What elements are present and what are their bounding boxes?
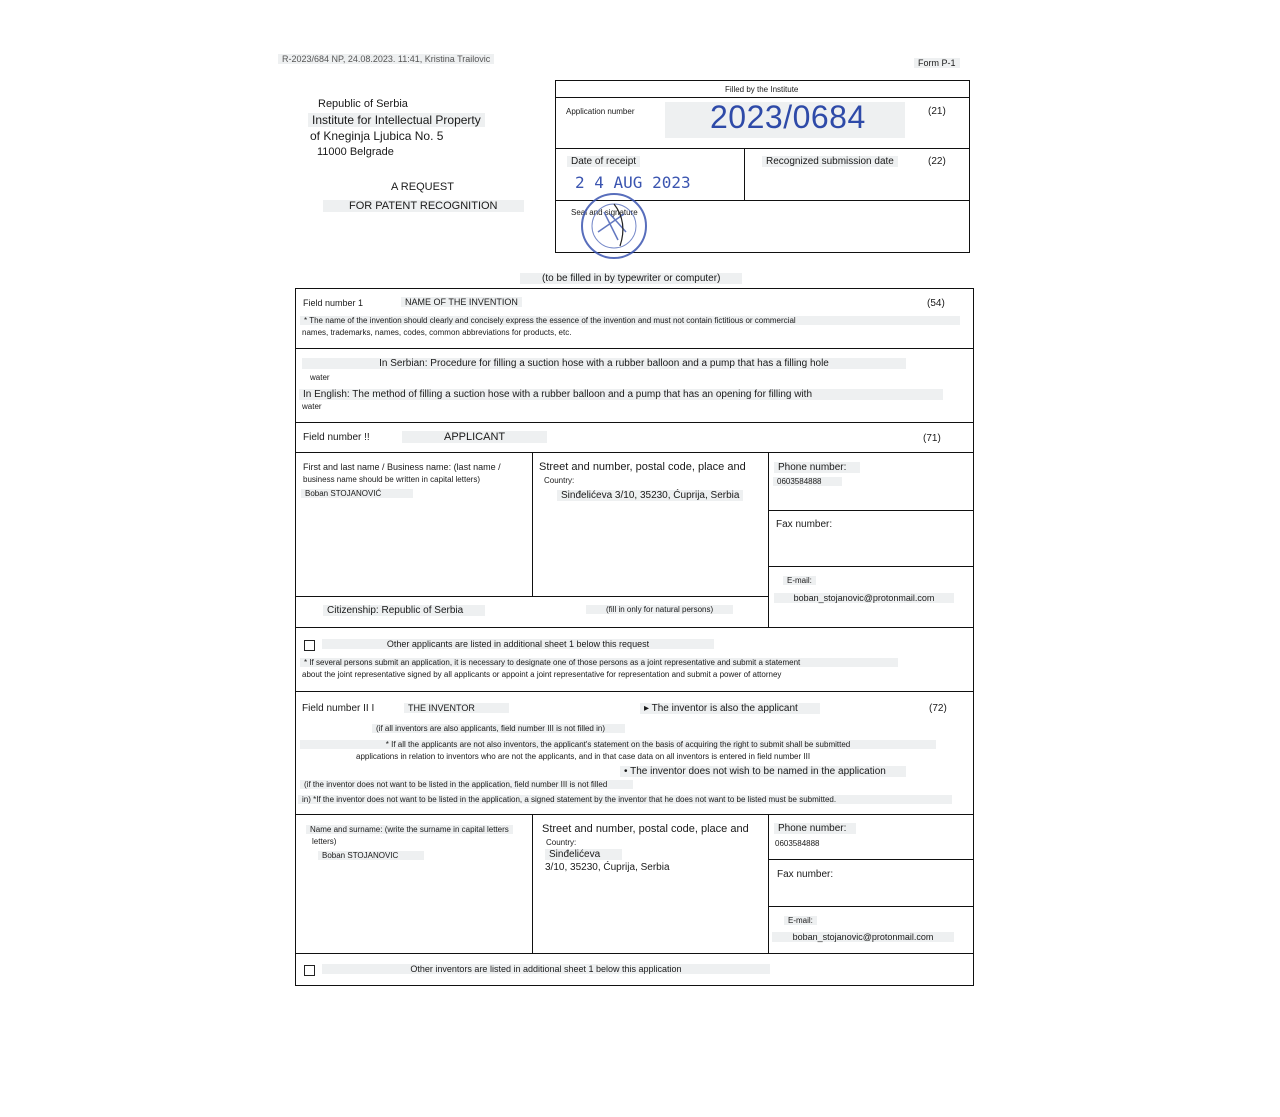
field3-note-4: in) *If the inventor does not want to be listed in the application, a signed statement by the inventor that he does not want to be listed must be submitted. [298,795,952,804]
seal-label: Seal and signature [571,208,638,217]
applicant-email-label: E-mail: [783,576,816,585]
inventor-also-applicant-text: The inventor is also the applicant [651,703,798,714]
inventor-email-label: E-mail: [784,916,817,925]
other-inventors-label: Other inventors are listed in additional sheet 1 below this application [322,964,770,974]
filled-by-title: Filled by the Institute [725,85,799,94]
request-title-1: A REQUEST [391,181,454,193]
institute-line-3: of Kneginja Ljubica No. 5 [310,129,444,143]
other-inventors-checkbox[interactable] [304,965,315,976]
inventor-not-named: • The inventor does not wish to be named in the application [620,766,906,777]
field3-note-3: (if the inventor does not want to be listed in the application, field number III is not filled [300,780,633,789]
applicant-name-label-2: business name should be written in capital letters) [303,475,480,484]
applicant-phone-label: Phone number: [774,462,860,473]
applicant-street-value: Sinđelićeva 3/10, 35230, Ćuprija, Serbia [557,490,743,501]
inventor-name-label-1: Name and surname: (write the surname in capital letters [306,825,513,834]
application-number-label: Application number [566,107,635,116]
institute-line-2: Institute for Intellectual Property [308,113,485,127]
field2-note-1: * If several persons submit an application, it is necessary to designate one of those persons as a joint representative and submit a statement [300,658,898,667]
inventor-email-value: boban_stojanovic@protonmail.com [772,932,954,942]
institute-line-1: Republic of Serbia [318,98,408,110]
field1-serbian-cont: water [310,373,330,382]
date-receipt-label: Date of receipt [567,156,640,167]
inventor-fax-label: Fax number: [777,869,834,880]
field1-english-cont: water [302,402,322,411]
field3-title: THE INVENTOR [404,703,509,713]
inventor-also-applicant: ▸ The inventor is also the applicant [640,703,820,714]
applicant-phone-value: 0603584888 [773,477,842,486]
inventor-phone-value: 0603584888 [775,839,820,848]
inventor-name-value: Boban STOJANOVIC [318,851,424,860]
field3-label: Field number II I [302,703,375,714]
field3-code: (72) [929,703,947,714]
other-applicants-checkbox[interactable] [304,640,315,651]
reference-line: R-2023/684 NP, 24.08.2023. 11:41, Kristina Trailovic [278,54,494,64]
field3-note-2b: applications in relation to inventors who are not the applicants, and in that case data on all inventors is entered in field number III [356,752,811,761]
field1-title: NAME OF THE INVENTION [401,297,522,307]
recognized-date-label: Recognized submission date [762,156,898,167]
field3-note-1: (if all inventors are also applicants, field number III is not filled in) [372,724,625,733]
field2-title: APPLICANT [402,431,547,443]
date-receipt-stamp: 2 4 AUG 2023 [575,173,691,192]
inventor-country-label: Country: [546,838,577,847]
applicant-country-label: Country: [544,476,575,485]
fill-note: (to be filled in by typewriter or computer) [520,273,742,284]
inventor-phone-label: Phone number: [774,823,856,834]
field1-note-1: * The name of the invention should clearly and concisely express the essence of the invention and must not contain fictitious or commercial [300,316,960,325]
field2-note-2: about the joint representative signed by all applicants or appoint a joint representative for representation and submit a power of attorney [302,670,782,679]
applicant-street-label: Street and number, postal code, place and [539,461,746,473]
institute-line-4: 11000 Belgrade [317,146,394,158]
recognized-date-code: (22) [928,156,946,167]
field1-label: Field number 1 [303,298,364,308]
applicant-fax-label: Fax number: [776,519,833,530]
applicant-name-label-1: First and last name / Business name: (last name / [303,462,501,472]
request-title-2: FOR PATENT RECOGNITION [323,200,524,212]
inventor-not-named-text: The inventor does not wish to be named in the application [630,766,886,777]
applicant-name-value: Boban STOJANOVIĆ [301,489,413,498]
field1-code: (54) [927,298,945,309]
other-applicants-label: Other applicants are listed in additional sheet 1 below this request [322,639,714,649]
field1-english: In English: The method of filling a suction hose with a rubber balloon and a pump that has an opening for filling with [299,389,943,400]
applicant-email-value: boban_stojanovic@protonmail.com [774,593,954,603]
citizenship: Citizenship: Republic of Serbia [323,605,485,616]
field1-note-2: names, trademarks, names, codes, common abbreviations for products, etc. [302,328,572,337]
official-seal-icon [568,192,664,264]
field2-code: (71) [923,433,941,444]
application-number-code: (21) [928,106,946,117]
field1-serbian: In Serbian: Procedure for filling a suction hose with a rubber balloon and a pump that has a filling hole [302,358,906,369]
inventor-street-value-1: Sinđelićeva [545,849,622,860]
form-code: Form P-1 [914,58,960,68]
application-number-value: 2023/0684 [710,99,866,135]
citizenship-note: (fill in only for natural persons) [586,605,733,614]
inventor-street-label: Street and number, postal code, place and [542,823,749,835]
field2-label: Field number !! [303,432,370,443]
inventor-street-value-2: 3/10, 35230, Ćuprija, Serbia [545,862,670,873]
inventor-name-label-2: letters) [312,837,337,846]
field3-note-2a: * If all the applicants are not also inventors, the applicant's statement on the basis of acquiring the right to submit shall be submitted [300,740,936,749]
